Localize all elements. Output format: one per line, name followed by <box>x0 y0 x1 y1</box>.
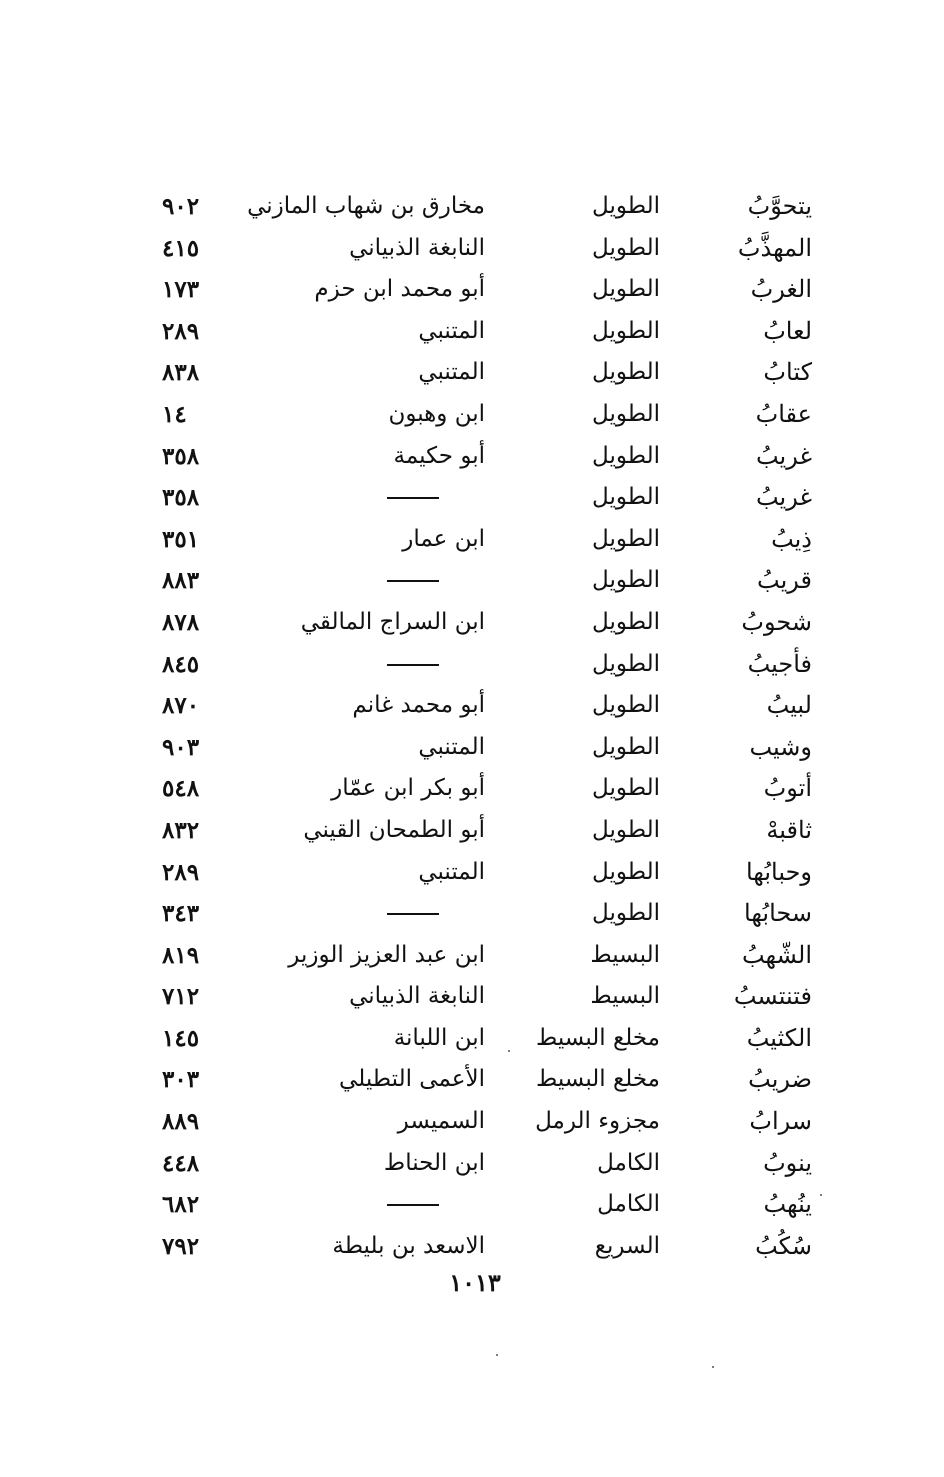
poet-name: أبو حكيمة <box>393 442 485 469</box>
meter-name: مخلع البسيط <box>536 1024 660 1051</box>
rhyme-word: سرابُ <box>749 1107 812 1136</box>
ditto-dash <box>387 664 439 666</box>
rhyme-word: شحوبُ <box>741 607 812 636</box>
poet-name <box>265 1184 485 1226</box>
poet-name <box>265 893 485 935</box>
rhyme-word: ثاقبهْ <box>766 815 812 844</box>
table-row <box>150 976 830 1018</box>
table-row <box>150 935 830 977</box>
meter-name: الطويل <box>592 276 660 303</box>
table-row <box>150 394 830 436</box>
page-reference: ٨٧٠ <box>162 692 200 720</box>
meter-name: الطويل <box>592 775 660 802</box>
page-reference: ٨٣٢ <box>162 816 200 844</box>
poet-name: ابن الحناط <box>383 1149 485 1176</box>
meter-name: الطويل <box>592 900 660 927</box>
rhyme-word: ذِيبُ <box>771 524 812 553</box>
poet-name: الأعمى التطيلي <box>339 1066 485 1093</box>
poet-name: ابن السراج المالقي <box>300 608 485 635</box>
rhyme-word: سُكُبُ <box>755 1231 812 1260</box>
table-row <box>150 893 830 935</box>
meter-name: الطويل <box>592 525 660 552</box>
ditto-dash <box>387 913 439 915</box>
ditto-dash <box>387 497 439 499</box>
table-row <box>150 311 830 353</box>
meter-name: الطويل <box>592 442 660 469</box>
table-row <box>150 727 830 769</box>
table-row <box>150 1018 830 1060</box>
meter-name: البسيط <box>590 983 660 1010</box>
page-reference: ٨٧٨ <box>162 608 200 636</box>
poet-name: النابغة الذبياني <box>349 983 485 1010</box>
page-number: ١٠١٣ <box>449 1268 501 1297</box>
page-reference: ٢٨٩ <box>162 858 200 886</box>
meter-name: الطويل <box>592 317 660 344</box>
table-row <box>150 852 830 894</box>
rhyme-word: سحابُها <box>744 899 812 928</box>
table-row <box>150 228 830 270</box>
poet-name: ابن عبد العزيز الوزير <box>288 941 485 968</box>
rhyme-word: غريبُ <box>755 483 812 512</box>
page-reference: ٨٨٣ <box>162 567 200 595</box>
print-speck <box>496 1354 498 1356</box>
page-reference: ٣٥٨ <box>162 484 200 512</box>
table-row <box>150 269 830 311</box>
meter-name: البسيط <box>590 941 660 968</box>
meter-name: مخلع البسيط <box>536 1066 660 1093</box>
page-reference: ٩٠٢ <box>162 193 200 220</box>
poet-name <box>265 644 485 686</box>
poet-name <box>265 560 485 602</box>
poet-name: المتنبي <box>418 359 485 386</box>
table-row <box>150 352 830 394</box>
page-reference: ٢٨٩ <box>162 317 200 345</box>
table-row <box>150 186 830 228</box>
meter-name: الطويل <box>592 692 660 719</box>
poet-name: الاسعد بن بليطة <box>332 1232 485 1259</box>
table-row <box>150 436 830 478</box>
page-reference: ١٧٣ <box>162 276 200 304</box>
page-reference: ٥٤٨ <box>162 775 200 803</box>
rhyme-word: عقابُ <box>755 399 812 428</box>
poet-name: المتنبي <box>418 733 485 760</box>
poet-name: النابغة الذبياني <box>349 234 485 261</box>
poet-name: المتنبي <box>418 317 485 344</box>
page-reference: ٣٥١ <box>162 525 200 553</box>
rhyme-word: قريبُ <box>757 566 812 595</box>
meter-name: السريع <box>594 1232 660 1259</box>
meter-name: الطويل <box>592 567 660 594</box>
print-speck <box>820 1194 822 1196</box>
rhyme-word: غريبُ <box>755 441 812 470</box>
meter-name: الطويل <box>592 650 660 677</box>
page-reference: ٧٩٢ <box>162 1232 200 1260</box>
table-row <box>150 477 830 519</box>
rhyme-word: الشّهبُ <box>741 940 812 969</box>
meter-name: الكامل <box>597 1149 660 1176</box>
table-row <box>150 1101 830 1143</box>
page-reference: ٨٤٥ <box>162 650 200 678</box>
ditto-dash <box>387 1204 439 1206</box>
page-reference: ٩٠٣ <box>162 733 200 761</box>
page-reference: ٣٠٣ <box>162 1066 200 1094</box>
table-row <box>150 644 830 686</box>
meter-name: مجزوء الرمل <box>535 1108 660 1135</box>
rhyme-word: وحبابُها <box>745 857 812 886</box>
table-row <box>150 1184 830 1226</box>
poet-name: ابن وهبون <box>388 400 485 427</box>
rhyme-word: ضريبُ <box>748 1065 812 1094</box>
poet-name: ابن عمار <box>402 525 485 552</box>
rhyme-word: فتنتسبُ <box>733 982 812 1011</box>
page-reference: ٣٥٨ <box>162 442 200 470</box>
poet-name: أبو بكر ابن عمّار <box>331 775 485 802</box>
poet-name: ابن اللبانة <box>393 1024 485 1051</box>
page-reference: ١٤ <box>162 400 187 428</box>
meter-name: الطويل <box>592 733 660 760</box>
rhyme-word: المهذَّبُ <box>737 233 812 262</box>
poet-name: أبو محمد ابن حزم <box>314 276 485 303</box>
table-row <box>150 519 830 561</box>
meter-name: الطويل <box>592 193 660 219</box>
print-speck <box>508 1050 510 1052</box>
rhyme-word: لعابُ <box>763 316 812 345</box>
ditto-dash <box>387 580 439 582</box>
page-reference: ١٤٥ <box>162 1024 200 1052</box>
rhyme-word: أتوبُ <box>763 774 812 803</box>
page-reference: ٤١٥ <box>162 234 200 262</box>
page-reference: ٨٨٩ <box>162 1108 200 1136</box>
rhyme-index-table <box>150 186 830 1267</box>
table-row <box>150 1143 830 1185</box>
poet-name: أبو الطمحان القيني <box>303 816 485 843</box>
meter-name: الطويل <box>592 234 660 261</box>
poet-name: أبو محمد غانم <box>352 692 485 719</box>
rhyme-word: ينُهبُ <box>763 1190 812 1219</box>
meter-name: الطويل <box>592 858 660 885</box>
table-row <box>150 560 830 602</box>
meter-name: الطويل <box>592 816 660 843</box>
poet-name: المتنبي <box>418 858 485 885</box>
poet-name <box>265 477 485 519</box>
rhyme-word: الكثيبُ <box>746 1023 812 1052</box>
page-reference: ٤٤٨ <box>162 1149 200 1177</box>
meter-name: الطويل <box>592 608 660 635</box>
meter-name: الكامل <box>597 1191 660 1218</box>
poet-name: السميسر <box>397 1108 485 1135</box>
page-reference: ٦٨٢ <box>162 1191 200 1219</box>
table-row <box>150 685 830 727</box>
rhyme-word: يتحوَّبُ <box>747 192 812 220</box>
meter-name: الطويل <box>592 400 660 427</box>
rhyme-word: ينوبُ <box>763 1148 812 1177</box>
rhyme-word: فأجيبُ <box>747 649 812 678</box>
table-row <box>150 602 830 644</box>
page-reference: ٨١٩ <box>162 941 200 969</box>
print-speck <box>712 1366 714 1368</box>
rhyme-word: وشيب <box>749 732 812 761</box>
page-reference: ٣٤٣ <box>162 900 200 928</box>
table-row <box>150 810 830 852</box>
rhyme-word: لبيبُ <box>766 691 812 720</box>
rhyme-word: الغربُ <box>750 275 812 304</box>
table-row <box>150 1226 830 1268</box>
table-row <box>150 1059 830 1101</box>
page-reference: ٨٣٨ <box>162 359 200 387</box>
table-row <box>150 768 830 810</box>
meter-name: الطويل <box>592 359 660 386</box>
rhyme-word: كتابُ <box>763 358 812 387</box>
meter-name: الطويل <box>592 484 660 511</box>
poet-name: مخارق بن شهاب المازني <box>247 193 485 219</box>
page-reference: ٧١٢ <box>162 983 200 1011</box>
